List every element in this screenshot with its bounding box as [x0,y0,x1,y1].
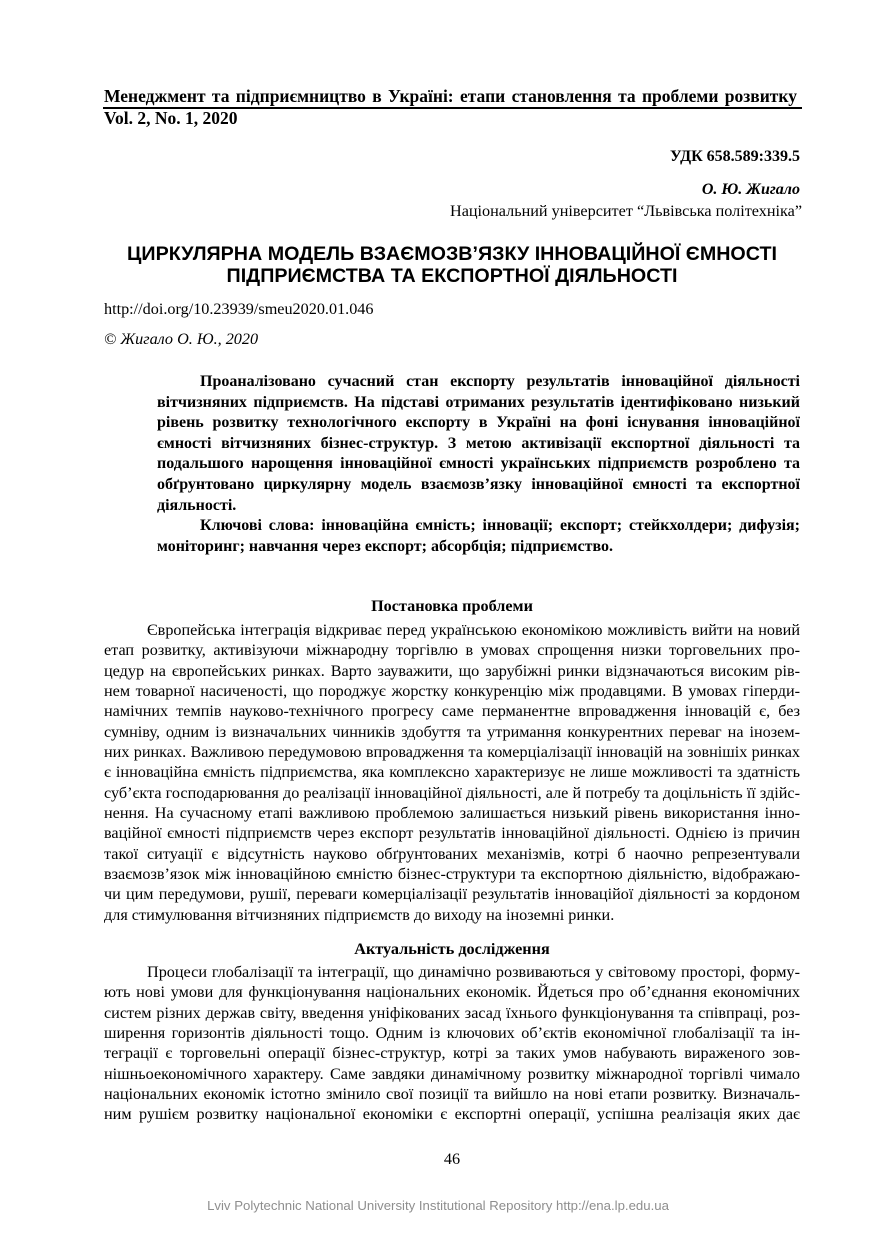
paragraph-line: ним рушієм розвитку національної економіки є експортні операції, успішна реалізація яких дає [104,1105,800,1124]
doi-link[interactable]: http://doi.org/10.23939/smeu2020.01.046 [104,300,374,318]
paragraph-line: теграції є торговельні операції бізнес-структур, котрі за таких умов набувають вираженого зов- [104,1044,800,1063]
copyright-notice: © Жигало О. Ю., 2020 [104,330,259,348]
author-affiliation: Національний університет “Львівська політехніка” [450,202,802,220]
paragraph-line: ширення горизонтів діяльності тощо. Одним із ключових об’єктів економічної глобалізації та ін- [104,1024,800,1043]
udc-code: УДК 658.589:339.5 [669,148,800,165]
paragraph-line: суб’єкта господарювання до реалізації інноваційної діяльності, але й потребу та доцільність її здійс- [104,783,800,802]
journal-title: Менеджмент та підприємництво в Україні: етапи становлення та проблеми розвитку [104,86,797,106]
paragraph-line: взаємозв’язок між інноваційною ємністю бізнес-структури та експортною діяльністю, відображаю- [104,865,800,884]
abstract-line: подальшого нарощення інноваційної ємності українських підприємств розроблено та [157,455,800,473]
abstract-line: рівень розвитку технологічного експорту в Україні на фоні існування інноваційної [157,414,800,432]
paragraph-line: них ринках. Важливою передумовою впровадження та комерціалізації інновацій на зовнішіх ринках [104,743,800,762]
repository-name: Lviv Polytechnic National University Institutional Repository [207,1198,553,1213]
keywords-line: Ключові слова: інноваційна ємність; інновації; експорт; стейкхолдери; дифузія; [200,517,800,535]
paragraph-line: нішньоекономічного характеру. Саме завдяки динамічному розвитку міжнародної торгівлі чимало [104,1064,800,1083]
paragraph-line: цедур на європейських ринках. Варто зауважити, що зарубіжні ринки відзначаються високим рів- [104,661,800,680]
repository-url[interactable]: http://ena.lp.edu.ua [555,1198,669,1213]
paragraph-line: Європейська інтеграція відкриває перед українською економікою можливість вийти на новий [147,621,800,639]
section-paragraph [104,620,800,925]
journal-volume: Vol. 2, No. 1, 2020 [104,108,238,128]
page-number: 46 [443,1150,461,1168]
paragraph-line: є інноваційна ємність підприємства, яка комплексно характеризує не лише можливості та здатність [104,763,800,782]
article-title-line: ЦИРКУЛЯРНА МОДЕЛЬ ВЗАЄМОЗВ’ЯЗКУ ІННОВАЦІЙНОЇ ЄМНОСТІ [127,243,777,265]
paragraph-line: намічних темпів науково-технічного прогресу саме перманентне впровадження інновацій є, без [104,702,800,721]
paragraph-line: ваційної ємності підприємств через експорт результатів інноваційної діяльності. Однією із причин [104,824,800,843]
article-title [104,243,800,287]
abstract-line: ємності вітчизняних бізнес-структур. З метою активізації експортної діяльності та [157,434,800,452]
abstract-line: діяльності. [157,496,237,514]
abstract-line: обґрунтовано циркулярну модель взаємозв’язку інноваційної ємності та експортної [157,475,800,493]
paragraph-line: Процеси глобалізації та інтеграції, що динамічно розвиваються у світовому просторі, форму- [147,963,800,981]
repository-footer [0,1196,876,1216]
paragraph-line: національних економік істотно змінило свої позиції та вийшло на нові етапи розвитку. Визначаль- [104,1085,800,1104]
paragraph-line: етап розвитку, активізуючи міжнародну торгівлю в умовах спрощення низки торговельних про- [104,641,800,660]
abstract [157,372,800,557]
paragraph-line: такої ситуації є відсутність науково обґрунтованих механізмів, котрі б наочно репрезентували [104,844,800,863]
paragraph-line: для стимулювання вітчизняних підприємств до виходу на іноземні ринки. [104,905,615,924]
paragraph-line: нем товарної насиченості, що породжує жорстку конкуренцію між продавцями. В умовах гіперди- [104,682,800,701]
abstract-line: Проаналізовано сучасний стан експорту результатів інноваційної діяльності [200,373,800,390]
article-title-line: ПІДПРИЄМСТВА ТА ЕКСПОРТНОЇ ДІЯЛЬНОСТІ [226,265,678,287]
author-name: О. Ю. Жигало [701,181,800,198]
paragraph-line: нення. На сучасному етапі важливою проблемою залишається низький рівень використання інно- [104,804,800,823]
paragraph-line: чи цим передумови, рушії, переваги комерціалізації результатів інноваційої діяльності за кордоном [104,885,800,904]
abstract-line: вітчизняних підприємств. На підставі отриманих результатів ідентифіковано низький [157,393,800,411]
section-heading: Постановка проблеми [371,597,533,615]
keywords-line: моніторинг; навчання через експорт; абсорбція; підприємство. [157,537,614,555]
paragraph-line: сумніву, одним із визначальних чинників здобуття та утримання конкурентних переваг на інозем- [104,722,800,741]
paragraph-line: систем різних держав світу, введення уніфікованих засад їхнього функціонування та співпраці, роз- [104,1003,800,1022]
paragraph-line: ють нові умови для функціонування національних економік. Йдеться про об’єднання економічних [104,983,800,1002]
section-paragraph [104,962,800,1125]
section-heading: Актуальність дослідження [354,940,550,958]
